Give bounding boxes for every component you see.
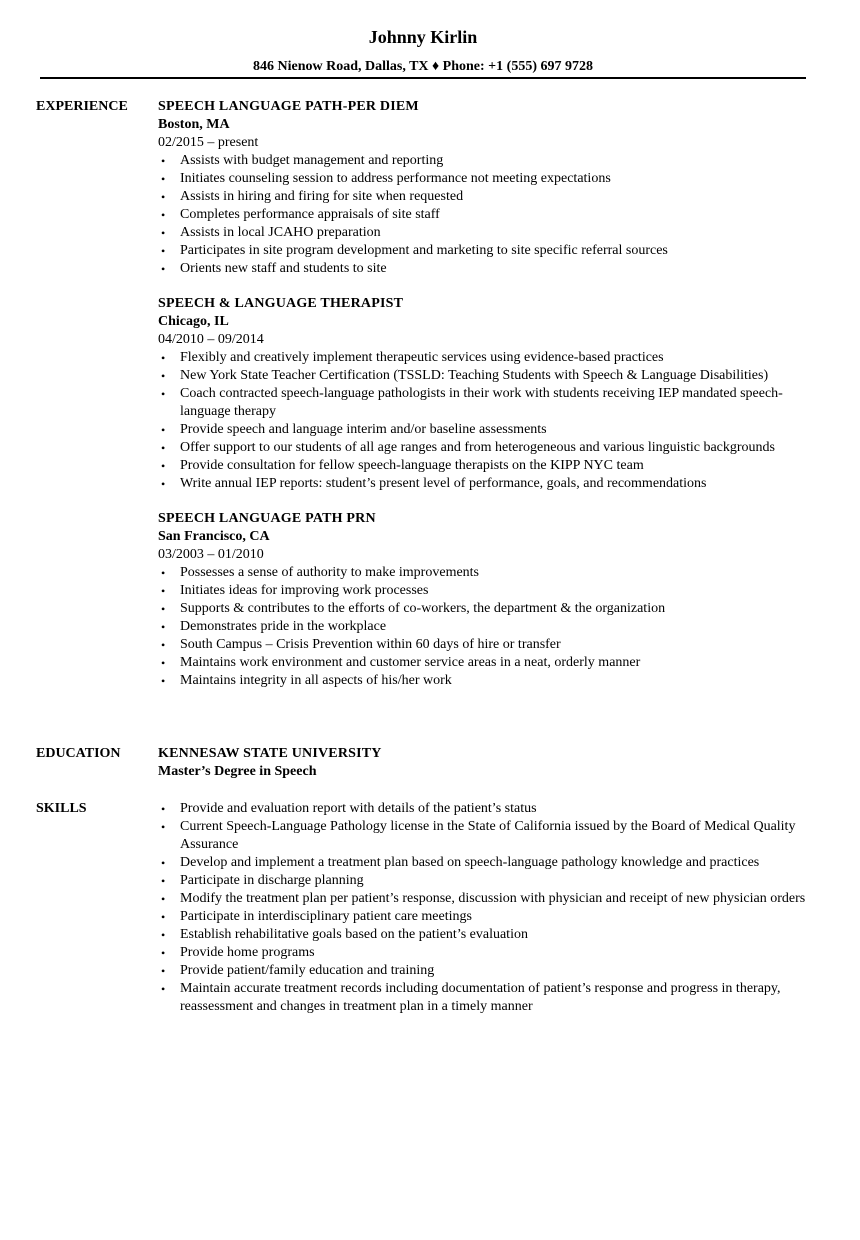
list-item: • Demonstrates pride in the workplace [158,618,818,636]
list-item: • Provide and evaluation report with details of the patient’s status [158,800,818,818]
list-item: • Assists with budget management and reporting [158,152,818,170]
list-item: • Orients new staff and students to site [158,260,818,278]
list-item: • Participates in site program development and marketing to site specific referral sources [158,242,818,260]
job-duties [158,349,818,493]
job-location: San Francisco, CA [158,529,270,544]
job-entry [158,98,818,278]
candidate-name: Johnny Kirlin [368,27,478,47]
list-item: • Develop and implement a treatment plan based on speech-language pathology knowledge and practices [158,854,818,872]
school-name: KENNESAW STATE UNIVERSITY [158,746,382,761]
education-heading: EDUCATION [36,746,121,761]
list-item: • Possesses a sense of authority to make improvements [158,564,818,582]
job-location: Chicago, IL [158,314,229,329]
job-dates: 02/2015 – present [158,135,259,150]
list-item: • Provide patient/family education and training [158,962,818,980]
job-title: SPEECH LANGUAGE PATH PRN [158,511,376,526]
list-item: • Modify the treatment plan per patient’s response, discussion with physician and receipt of new physician orders [158,890,818,908]
list-item: • Write annual IEP reports: student’s present level of performance, goals, and recommendations [158,475,818,493]
skills-section [158,800,818,1016]
list-item: • Provide consultation for fellow speech-language therapists on the KIPP NYC team [158,457,818,475]
experience-section [158,98,818,707]
job-title: SPEECH LANGUAGE PATH-PER DIEM [158,99,419,114]
header-divider [40,77,806,79]
list-item: • Provide home programs [158,944,818,962]
job-duties [158,152,818,278]
list-item: • Assists in hiring and firing for site when requested [158,188,818,206]
job-dates: 04/2010 – 09/2014 [158,332,264,347]
experience-heading: EXPERIENCE [36,99,128,114]
list-item: • South Campus – Crisis Prevention within 60 days of hire or transfer [158,636,818,654]
list-item: • Coach contracted speech-language pathologists in their work with students receiving IEP mandated speech-language therapy [158,385,818,421]
job-entry [158,295,818,493]
contact-line: 846 Nienow Road, Dallas, TX ♦ Phone: +1 (555) 697 9728 [253,59,593,74]
degree: Master’s Degree in Speech [158,764,317,779]
education-section [158,745,818,781]
list-item: • Completes performance appraisals of site staff [158,206,818,224]
list-item: • Offer support to our students of all age ranges and from heterogeneous and various linguistic backgrounds [158,439,818,457]
list-item: • New York State Teacher Certification (TSSLD: Teaching Students with Speech & Language Disabilities) [158,367,818,385]
list-item: • Provide speech and language interim and/or baseline assessments [158,421,818,439]
list-item: • Current Speech-Language Pathology license in the State of California issued by the Board of Medical Quality Assurance [158,818,818,854]
skills-heading: SKILLS [36,801,87,816]
list-item: • Maintains integrity in all aspects of his/her work [158,672,818,690]
skills-list [158,800,818,1016]
list-item: • Establish rehabilitative goals based on the patient’s evaluation [158,926,818,944]
list-item: • Initiates counseling session to address performance not meeting expectations [158,170,818,188]
job-entry [158,510,818,690]
list-item: • Supports & contributes to the efforts of co-workers, the department & the organization [158,600,818,618]
job-title: SPEECH & LANGUAGE THERAPIST [158,296,404,311]
list-item: • Maintain accurate treatment records including documentation of patient’s response and progress in therapy, reassessment and changes in treatment plan in a timely manner [158,980,818,1016]
job-dates: 03/2003 – 01/2010 [158,547,264,562]
list-item: • Maintains work environment and customer service areas in a neat, orderly manner [158,654,818,672]
list-item: • Participate in discharge planning [158,872,818,890]
list-item: • Participate in interdisciplinary patient care meetings [158,908,818,926]
job-location: Boston, MA [158,117,230,132]
list-item: • Initiates ideas for improving work processes [158,582,818,600]
job-duties [158,564,818,690]
list-item: • Flexibly and creatively implement therapeutic services using evidence-based practices [158,349,818,367]
list-item: • Assists in local JCAHO preparation [158,224,818,242]
